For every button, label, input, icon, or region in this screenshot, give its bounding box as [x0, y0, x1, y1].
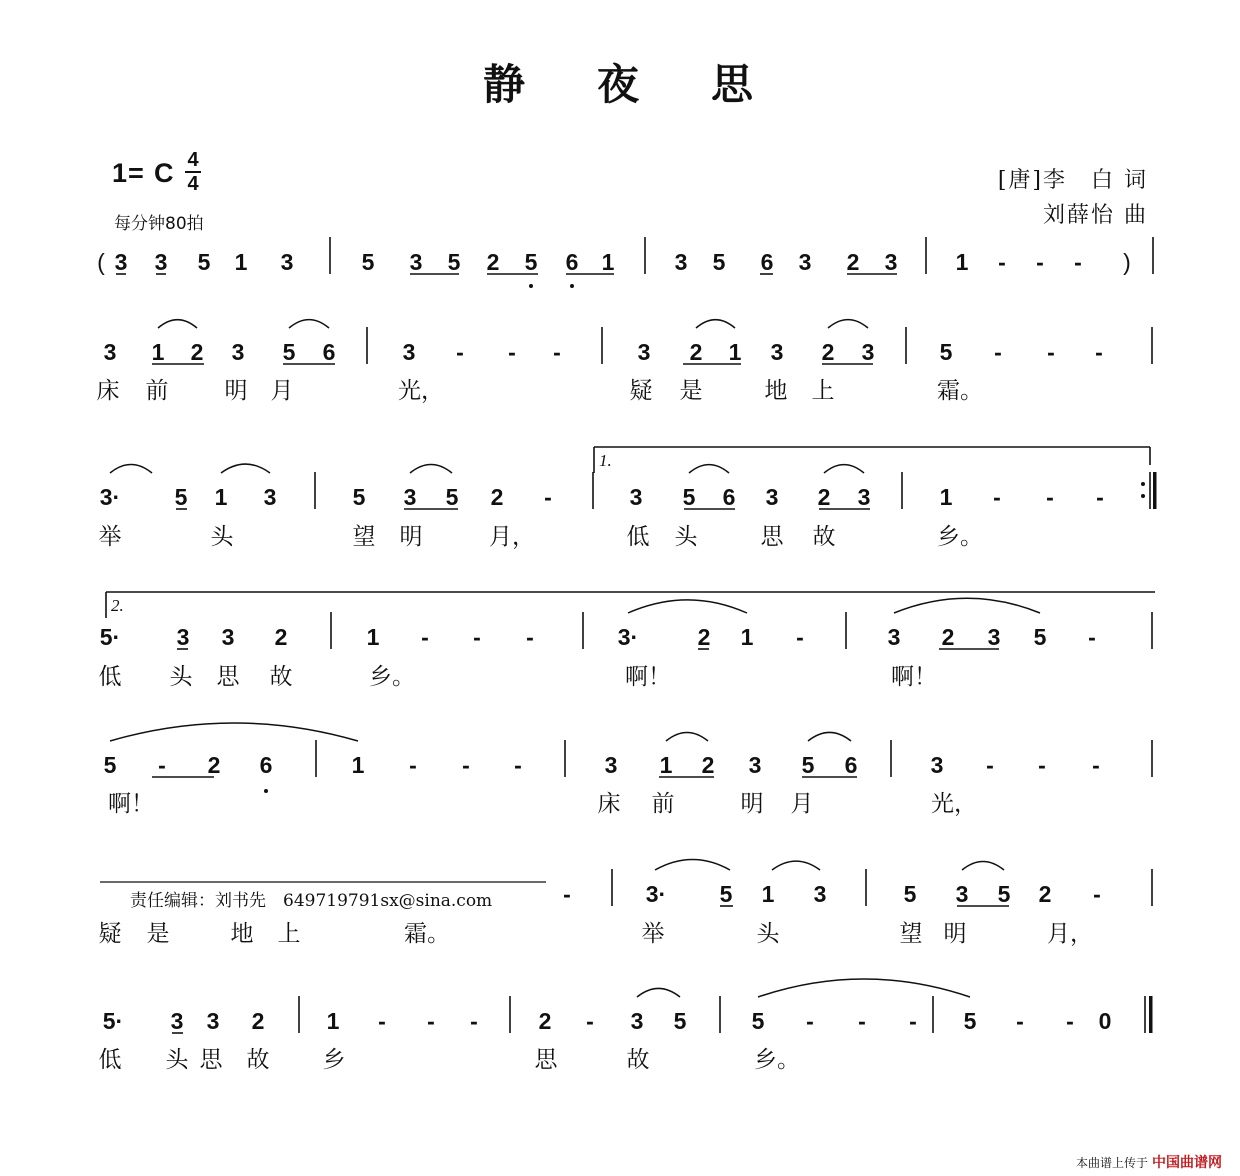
jianpu-note: 3: [231, 339, 245, 365]
lyric-syllable: 霜。: [937, 378, 983, 404]
jianpu-note: 5: [939, 339, 953, 365]
lyric-syllable: 前: [145, 378, 169, 404]
jianpu-note: 5: [712, 249, 726, 275]
jianpu-note: 5·: [99, 624, 121, 650]
jianpu-note: 2: [941, 624, 955, 650]
jianpu-note: 3: [765, 484, 779, 510]
jianpu-note: 6: [844, 752, 858, 778]
lyric-syllable: 思: [534, 1047, 558, 1073]
jianpu-note: 3: [206, 1008, 220, 1034]
dash-extension: -: [1047, 339, 1055, 365]
dash-extension: -: [462, 752, 470, 778]
lyric-syllable: 乡: [322, 1047, 346, 1073]
dash-extension: -: [1046, 484, 1054, 510]
jianpu-note: 3: [402, 339, 416, 365]
lyric-syllable: 霜。: [404, 921, 450, 947]
jianpu-note: 5: [524, 249, 538, 275]
jianpu-note: 3: [637, 339, 651, 365]
time-signature-upper: 4: [187, 149, 199, 171]
jianpu-note: 2: [274, 624, 288, 650]
key-equals: =: [128, 158, 144, 188]
dash-extension: -: [909, 1008, 917, 1034]
lyric-syllable: 乡。: [937, 524, 983, 550]
jianpu-note: 3: [987, 624, 1001, 650]
dash-extension: -: [158, 752, 166, 778]
dash-extension: -: [1093, 881, 1101, 907]
jianpu-note: 3: [103, 339, 117, 365]
lyric-syllable: 望: [899, 921, 923, 947]
dash-extension: -: [544, 484, 552, 510]
jianpu-note: 5·: [102, 1008, 124, 1034]
lyric-syllable: 思: [760, 524, 784, 550]
composer-credit: 刘薛怡 曲: [1043, 203, 1148, 228]
jianpu-note: 5: [997, 881, 1011, 907]
jianpu-note: 3: [629, 484, 643, 510]
jianpu-note: 1: [234, 249, 248, 275]
site-brand: 中国曲谱网: [1152, 1155, 1222, 1171]
jianpu-note: 1: [761, 881, 775, 907]
dash-extension: -: [508, 339, 516, 365]
slur: [772, 861, 820, 870]
jianpu-note: 3: [409, 249, 423, 275]
dash-extension: -: [858, 1008, 866, 1034]
footer-prefix: 本曲谱上传于: [1075, 1156, 1148, 1170]
jianpu-note: 6: [565, 249, 579, 275]
jianpu-note: 1: [728, 339, 742, 365]
slur: [110, 464, 152, 473]
lyric-syllable: 上: [811, 378, 835, 404]
lyric-syllable: 故: [812, 524, 836, 550]
lyric-syllable: 床: [597, 791, 621, 817]
dash-extension: -: [473, 624, 481, 650]
slur: [808, 732, 851, 741]
slur: [110, 723, 358, 741]
jianpu-note: 0: [1098, 1008, 1112, 1034]
jianpu-note: 3: [955, 881, 969, 907]
lyric-syllable: 明: [740, 791, 764, 817]
jianpu-note: 3: [770, 339, 784, 365]
jianpu-note: 3: [630, 1008, 644, 1034]
dash-extension: -: [1088, 624, 1096, 650]
jianpu-note: 5: [801, 752, 815, 778]
lyric-syllable: 头: [169, 664, 193, 690]
dash-extension: -: [796, 624, 804, 650]
lyric-syllable: 前: [651, 791, 675, 817]
lyric-syllable: 疑: [629, 378, 653, 404]
jianpu-note: 2: [689, 339, 703, 365]
lyric-syllable: 啊！: [108, 791, 154, 817]
jianpu-note: 2: [1038, 881, 1052, 907]
slur: [655, 860, 730, 871]
lyric-syllable: 故: [626, 1047, 650, 1073]
key-tonic: 1: [112, 158, 128, 188]
jianpu-note: 2: [821, 339, 835, 365]
title-char: 静: [482, 60, 529, 109]
dash-extension: -: [1092, 752, 1100, 778]
dash-extension: -: [806, 1008, 814, 1034]
dash-extension: -: [993, 484, 1001, 510]
jianpu-note: 2: [538, 1008, 552, 1034]
jianpu-note: 3: [887, 624, 901, 650]
dash-extension: -: [514, 752, 522, 778]
dash-extension: -: [421, 624, 429, 650]
lyric-syllable: 低: [98, 1047, 122, 1073]
repeat-dot: [1141, 494, 1145, 498]
jianpu-note: 2: [817, 484, 831, 510]
volta-label: 2.: [111, 596, 124, 615]
lyric-syllable: 乡。: [369, 664, 415, 690]
jianpu-note: 3: [857, 484, 871, 510]
volta-label: 1.: [599, 451, 612, 470]
jianpu-note: 6: [722, 484, 736, 510]
dash-extension: -: [456, 339, 464, 365]
jianpu-note: 5: [673, 1008, 687, 1034]
jianpu-note: 5: [719, 881, 733, 907]
key-letter: C: [154, 158, 174, 188]
lyric-syllable: 是: [146, 921, 170, 947]
parenthesis: ): [1123, 249, 1131, 275]
lyric-syllable: 是: [679, 378, 703, 404]
lyric-syllable: 疑: [98, 921, 122, 947]
jianpu-note: 2: [697, 624, 711, 650]
dash-extension: -: [427, 1008, 435, 1034]
jianpu-note: 3: [930, 752, 944, 778]
lyric-syllable: 头: [210, 524, 234, 550]
lyric-syllable: 月，: [489, 524, 535, 550]
jianpu-note: 2: [846, 249, 860, 275]
dash-extension: -: [1016, 1008, 1024, 1034]
dash-extension: -: [986, 752, 994, 778]
lyric-syllable: 地: [230, 921, 254, 947]
jianpu-note: 3: [154, 249, 168, 275]
slur: [894, 598, 1040, 613]
dash-extension: -: [526, 624, 534, 650]
jianpu-note: 3: [813, 881, 827, 907]
dash-extension: -: [470, 1008, 478, 1034]
jianpu-note: 3·: [99, 484, 121, 510]
dash-extension: -: [563, 881, 571, 907]
jianpu-note: 5: [103, 752, 117, 778]
jianpu-note: 2: [701, 752, 715, 778]
lyric-syllable: 低: [98, 664, 122, 690]
jianpu-note: 5: [282, 339, 296, 365]
jianpu-note: 5: [445, 484, 459, 510]
jianpu-note: 5: [682, 484, 696, 510]
jianpu-note: 3: [170, 1008, 184, 1034]
jianpu-note: 3: [176, 624, 190, 650]
jianpu-note: 3·: [645, 881, 667, 907]
jianpu-note: 6: [322, 339, 336, 365]
jianpu-note: 5: [174, 484, 188, 510]
lyric-syllable: 头: [165, 1047, 189, 1073]
jianpu-note: 2: [490, 484, 504, 510]
title-char: 思: [711, 60, 758, 109]
jianpu-note: 6: [760, 249, 774, 275]
lyric-syllable: 上: [277, 921, 301, 947]
jianpu-note: 5: [903, 881, 917, 907]
jianpu-note: 2: [190, 339, 204, 365]
jianpu-note: 1: [740, 624, 754, 650]
low-octave-dot: [529, 284, 533, 288]
final-barline: [1149, 996, 1153, 1033]
dash-extension: -: [1038, 752, 1046, 778]
dash-extension: -: [1095, 339, 1103, 365]
lyric-syllable: 故: [246, 1047, 270, 1073]
jianpu-note: 6: [259, 752, 273, 778]
dash-extension: -: [998, 249, 1006, 275]
dash-extension: -: [1036, 249, 1044, 275]
jianpu-note: 3: [221, 624, 235, 650]
jianpu-note: 3: [114, 249, 128, 275]
lyric-syllable: 明: [399, 524, 423, 550]
lyric-syllable: 地: [764, 378, 788, 404]
jianpu-note: 3: [604, 752, 618, 778]
dash-extension: -: [409, 752, 417, 778]
jianpu-note: 1: [214, 484, 228, 510]
lyric-syllable: 明: [224, 378, 248, 404]
jianpu-note: 1: [601, 249, 615, 275]
lyric-syllable: 思: [199, 1047, 223, 1073]
slur: [289, 320, 329, 328]
jianpu-note: 1: [351, 752, 365, 778]
slur: [689, 465, 729, 473]
lyric-syllable: 望: [352, 524, 376, 550]
slur: [628, 600, 747, 613]
jianpu-note: 1: [955, 249, 969, 275]
slur: [828, 320, 868, 328]
slur: [158, 320, 197, 328]
lyric-syllable: 床: [96, 378, 120, 404]
dash-extension: -: [378, 1008, 386, 1034]
parenthesis: (: [97, 249, 105, 275]
jianpu-note: 3: [884, 249, 898, 275]
low-octave-dot: [264, 789, 268, 793]
lyric-syllable: 啊！: [891, 664, 937, 690]
jianpu-note: 2: [486, 249, 500, 275]
lyric-syllable: 光，: [931, 791, 977, 817]
dash-extension: -: [994, 339, 1002, 365]
jianpu-note: 3: [798, 249, 812, 275]
jianpu-note: 2: [251, 1008, 265, 1034]
jianpu-note: 5: [197, 249, 211, 275]
jianpu-note: 3: [674, 249, 688, 275]
editor-note: 责任编辑：刘书先 649719791sx@sina.com: [130, 891, 493, 911]
time-signature-lower: 4: [187, 173, 199, 195]
lyric-syllable: 乡。: [754, 1047, 800, 1073]
repeat-barline: [1153, 472, 1157, 509]
tempo-marking: 每分钟80拍: [114, 214, 204, 234]
lyric-syllable: 思: [216, 664, 240, 690]
jianpu-note: 3: [280, 249, 294, 275]
lyric-syllable: 头: [756, 921, 780, 947]
title-char: 夜: [596, 60, 643, 109]
slur: [696, 320, 735, 328]
jianpu-note: 3: [748, 752, 762, 778]
lyricist-credit: [唐]李 白 词: [997, 168, 1148, 193]
lyric-syllable: 月: [270, 378, 294, 404]
lyric-syllable: 啊！: [625, 664, 671, 690]
slur: [666, 732, 708, 741]
lyric-syllable: 头: [674, 524, 698, 550]
slur: [637, 988, 680, 997]
jianpu-note: 1: [151, 339, 165, 365]
dash-extension: -: [553, 339, 561, 365]
jianpu-note: 1: [326, 1008, 340, 1034]
jianpu-note: 5: [361, 249, 375, 275]
jianpu-note: 5: [751, 1008, 765, 1034]
slur: [962, 861, 1004, 870]
lyric-syllable: 举: [641, 921, 665, 947]
slur: [758, 979, 970, 997]
jianpu-note: 2: [207, 752, 221, 778]
lyric-syllable: 光，: [398, 378, 444, 404]
jianpu-note: 3: [861, 339, 875, 365]
jianpu-note: 3: [403, 484, 417, 510]
jianpu-note: 1: [659, 752, 673, 778]
lyric-syllable: 低: [626, 524, 650, 550]
dash-extension: -: [1096, 484, 1104, 510]
lyric-syllable: 月，: [1047, 921, 1093, 947]
repeat-dot: [1141, 482, 1145, 486]
lyric-syllable: 月: [790, 791, 814, 817]
jianpu-note: 3: [263, 484, 277, 510]
dash-extension: -: [586, 1008, 594, 1034]
slur: [824, 465, 864, 473]
dash-extension: -: [1066, 1008, 1074, 1034]
slur: [221, 464, 270, 473]
jianpu-note: 5: [1033, 624, 1047, 650]
jianpu-note: 1: [366, 624, 380, 650]
low-octave-dot: [570, 284, 574, 288]
dash-extension: -: [1074, 249, 1082, 275]
jianpu-note: 5: [963, 1008, 977, 1034]
jianpu-note: 5: [352, 484, 366, 510]
lyric-syllable: 举: [98, 524, 122, 550]
jianpu-note: 5: [447, 249, 461, 275]
slur: [410, 464, 452, 473]
lyric-syllable: 明: [943, 921, 967, 947]
jianpu-note: 1: [939, 484, 953, 510]
jianpu-note: 3·: [617, 624, 639, 650]
lyric-syllable: 故: [269, 664, 293, 690]
